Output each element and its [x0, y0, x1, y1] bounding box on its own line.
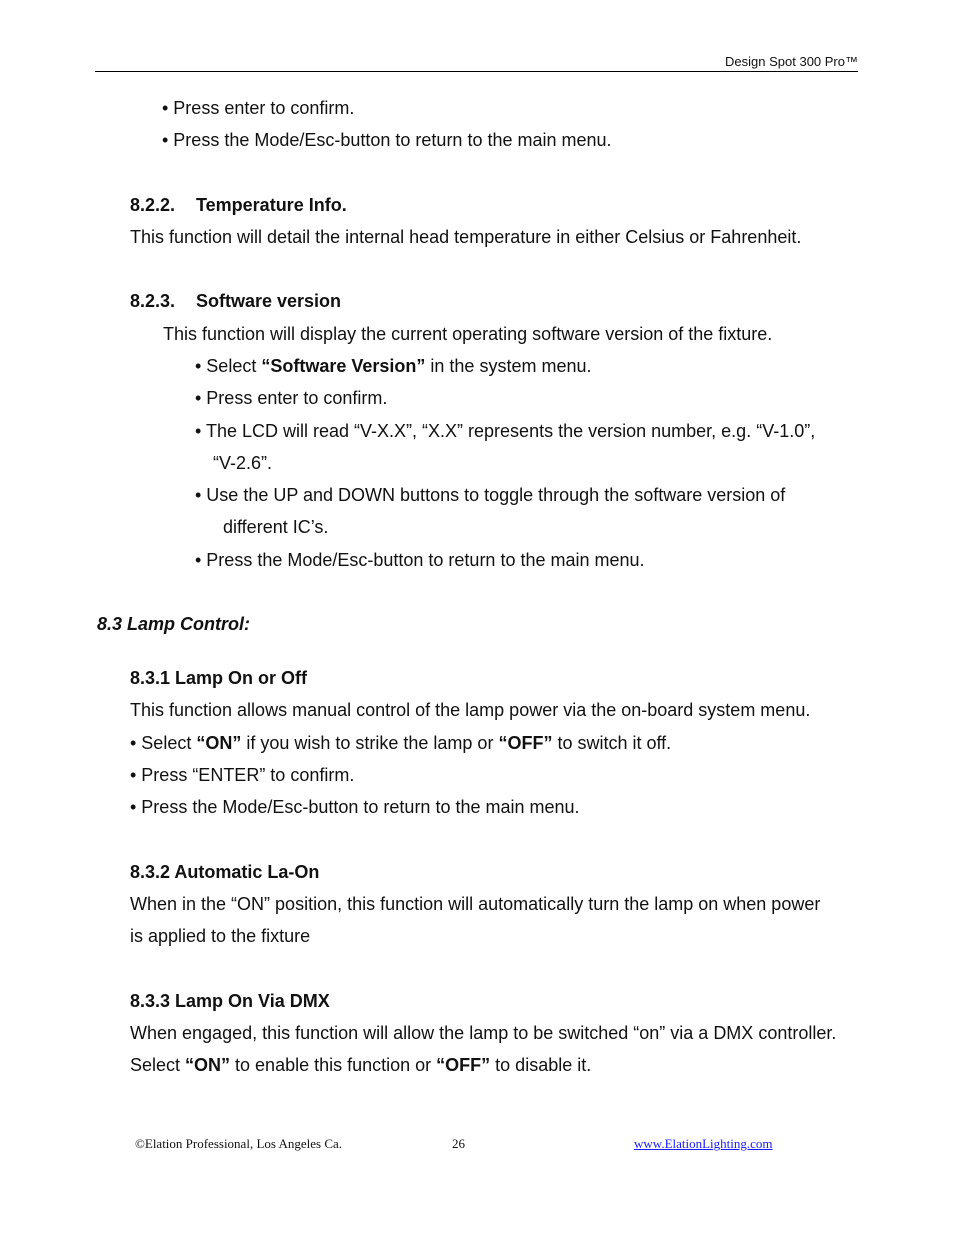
section-832-title: 8.3.2 Automatic La-On [130, 862, 320, 882]
section-833-title: 8.3.3 Lamp On Via DMX [130, 991, 330, 1011]
top-bullet-confirm: • Press enter to confirm. [162, 98, 355, 118]
section-823-bullet-updown-line1: • Use the UP and DOWN buttons to toggle through the software version of [195, 485, 786, 505]
body-text: to disable it. [490, 1055, 592, 1075]
section-833-body-line2 [130, 1054, 591, 1076]
bullet-bold: “ON” [196, 733, 242, 753]
section-83-title: 8.3 Lamp Control: [97, 614, 251, 634]
bullet-bold: “OFF” [498, 733, 553, 753]
section-822-body: This function will detail the internal head temperature in either Celsius or Fahrenheit. [130, 227, 802, 247]
section-823-bullet-lcd-line1: • The LCD will read “V-X.X”, “X.X” represents the version number, e.g. “V-1.0”, [195, 421, 816, 441]
footer-page-number: 26 [452, 1136, 465, 1151]
section-823-bullet-return: • Press the Mode/Esc-button to return to the main menu. [195, 550, 645, 570]
body-text: Select [130, 1055, 186, 1075]
top-bullet-return: • Press the Mode/Esc-button to return to the main menu. [162, 130, 612, 150]
section-823-number: 8.2.3. [130, 291, 176, 311]
page-header-title: Design Spot 300 Pro™ [725, 54, 858, 69]
section-822-title: Temperature Info. [196, 195, 347, 215]
section-832-body-line2: is applied to the fixture [130, 926, 311, 946]
bullet-bold: “Software Version” [261, 356, 426, 376]
section-831-bullet-select [130, 732, 671, 754]
section-831-body: This function allows manual control of the lamp power via the on-board system menu. [130, 700, 811, 720]
bullet-text: • Select [130, 733, 197, 753]
section-823-bullet-lcd-line2: “V-2.6”. [213, 453, 273, 473]
section-831-bullet-enter: • Press “ENTER” to confirm. [130, 765, 355, 785]
footer-copyright: ©Elation Professional, Los Angeles Ca. [135, 1136, 343, 1151]
section-823-bullet-confirm: • Press enter to confirm. [195, 388, 388, 408]
section-831-title: 8.3.1 Lamp On or Off [130, 668, 308, 688]
bullet-text: • Select [195, 356, 262, 376]
section-832-body-line1: When in the “ON” position, this function will automatically turn the lamp on when power [130, 894, 821, 914]
body-bold: “OFF” [436, 1055, 491, 1075]
bullet-text: to switch it off. [552, 733, 672, 753]
section-823-intro: This function will display the current operating software version of the fixture. [163, 324, 773, 344]
section-823-title: Software version [196, 291, 342, 311]
footer-website-link[interactable]: www.ElationLighting.com [634, 1136, 773, 1151]
section-833-body-line1: When engaged, this function will allow the lamp to be switched “on” via a DMX controller. [130, 1023, 837, 1043]
body-text: to enable this function or [230, 1055, 437, 1075]
section-823-bullet-select [195, 355, 591, 377]
bullet-text: if you wish to strike the lamp or [241, 733, 499, 753]
section-822-number: 8.2.2. [130, 195, 176, 215]
body-bold: “ON” [185, 1055, 231, 1075]
bullet-text: in the system menu. [425, 356, 592, 376]
section-831-bullet-return: • Press the Mode/Esc-button to return to the main menu. [130, 797, 580, 817]
header-rule [95, 71, 858, 72]
section-823-bullet-updown-line2: different IC’s. [223, 517, 329, 537]
